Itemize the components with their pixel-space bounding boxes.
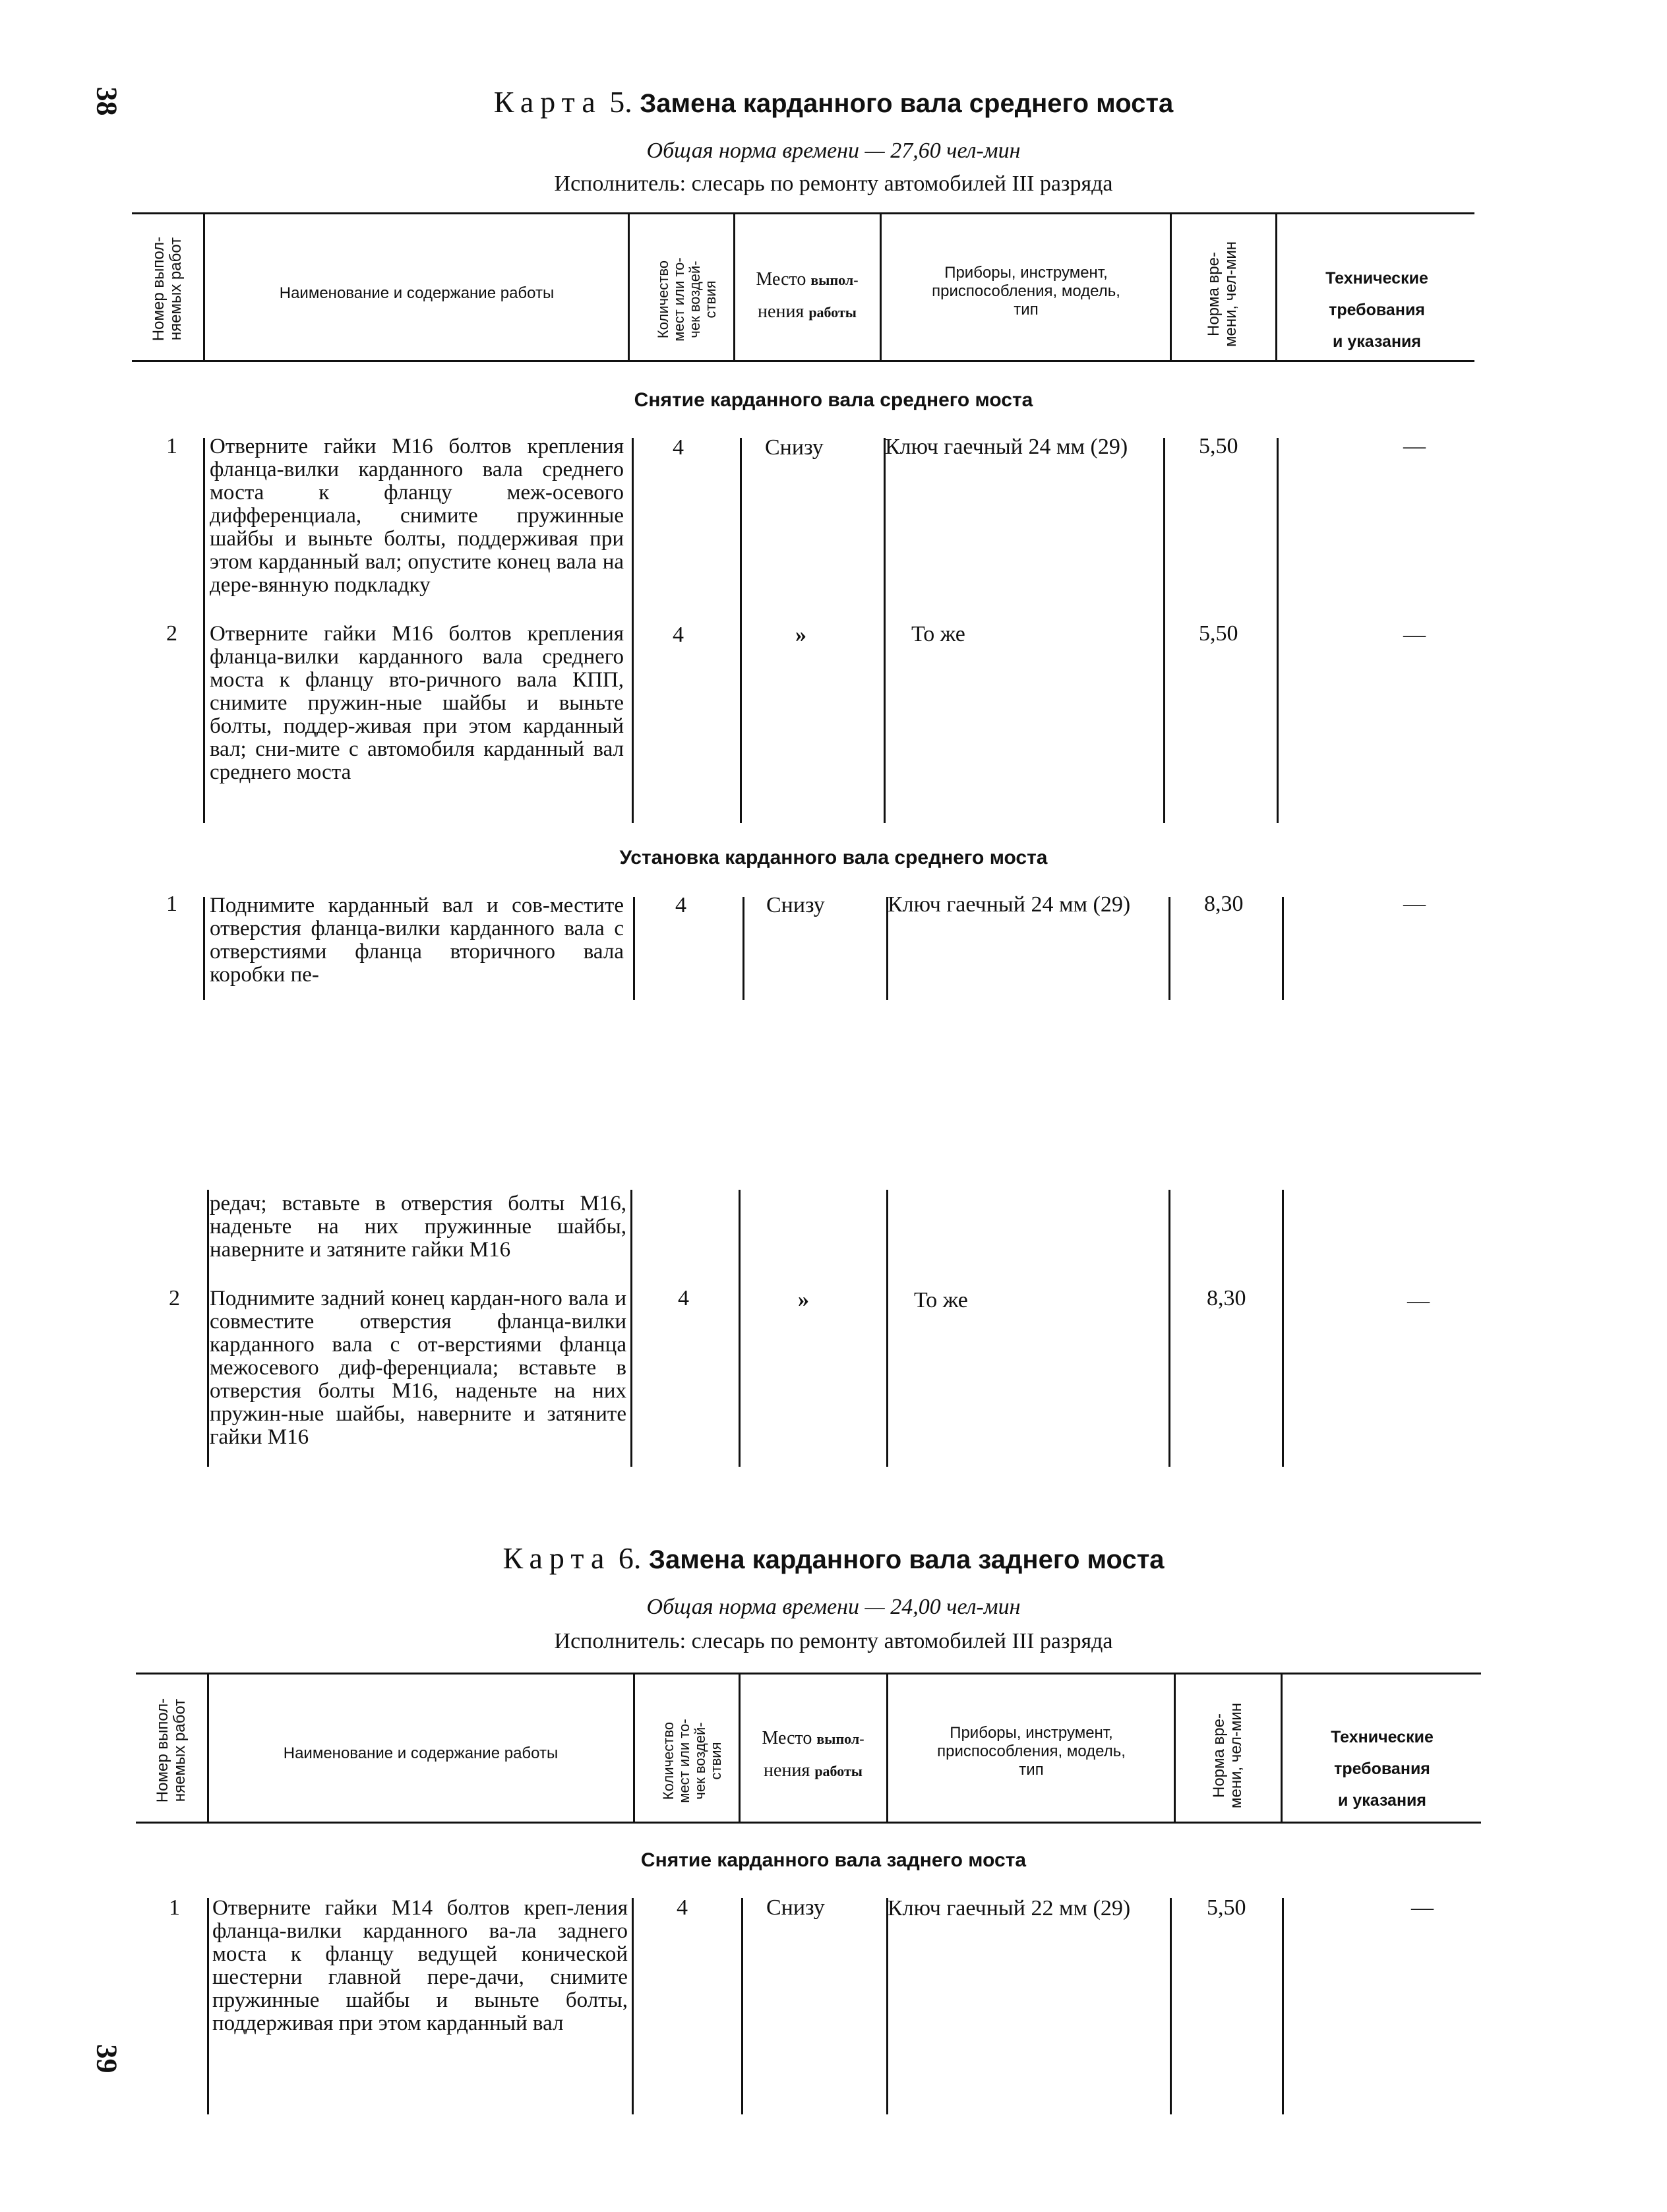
column-rule [1168, 1190, 1170, 1467]
column-rule [1168, 897, 1170, 1000]
row-norm: 5,50 [1207, 1895, 1246, 1920]
card5-header-divider [628, 212, 630, 360]
row-number: 1 [166, 434, 177, 458]
row-tool: Ключ гаечный 24 мм (29) [888, 892, 1131, 917]
card6-header-bottom-rule [136, 1822, 1481, 1824]
row-description: Поднимите карданный вал и сов-местите отверстия фланца-вилки карданного вала с отверстиями фланца вторичного вала коробки пе- [210, 894, 624, 987]
card6-header-divider [1174, 1673, 1176, 1822]
header-col-number: Номер выпол- няемых работ [154, 1698, 189, 1803]
row-norm: 8,30 [1207, 1286, 1246, 1310]
column-rule [886, 897, 888, 1000]
column-rule [633, 897, 635, 1000]
card5-title [0, 84, 1667, 119]
row-qty: 4 [673, 623, 684, 647]
header-col-norm: Норма вре- мени, чел-мин [1210, 1702, 1245, 1809]
card6-header-top-rule [136, 1673, 1481, 1674]
card6-norm: Общая норма времени — 24,00 чел-мин [646, 1595, 1021, 1619]
column-rule [741, 1898, 743, 2114]
row-tool: То же [911, 622, 965, 646]
header-col-name: Наименование и содержание работы [283, 1744, 559, 1762]
column-rule [743, 897, 744, 1000]
row-place: Снизу [766, 1895, 825, 1920]
column-rule [203, 897, 205, 1000]
row-requirement: — [1403, 434, 1426, 458]
column-rule [1277, 438, 1279, 823]
column-rule [630, 1190, 632, 1467]
card6-title-prefix: Карта [502, 1541, 611, 1575]
card5-executor: Исполнитель: слесарь по ремонту автомобилей III разряда [554, 171, 1113, 196]
row-norm: 5,50 [1199, 434, 1238, 458]
card5-norm: Общая норма времени — 27,60 чел-мин [646, 138, 1021, 163]
card5-header-divider [880, 212, 882, 360]
row-qty: 4 [675, 893, 686, 917]
header-col-qty: Количество мест или то- чек воздей- ствия [660, 1719, 724, 1803]
row-description: Поднимите задний конец кардан-ного вала и совместите отверстия фланца-вилки карданного вала с от-верстиями фланца межосевого диф-ференциала; вставьте в отверстия болты М16, наденьте на них пружин-ные шайбы, наверните и затяните гайки М16 [210, 1287, 626, 1449]
card6-title-text: Замена карданного вала заднего моста [648, 1545, 1165, 1574]
row-norm: 8,30 [1204, 892, 1244, 916]
column-rule [632, 438, 634, 823]
row-tool: Ключ гаечный 24 мм (29) [885, 435, 1128, 459]
header-col-place [735, 264, 880, 328]
row-place: Снизу [765, 435, 824, 460]
card6-header-divider [886, 1673, 888, 1822]
row-requirement: — [1411, 1895, 1434, 1920]
row-number: 2 [169, 1286, 180, 1310]
row-number: 1 [169, 1895, 180, 1920]
card5-title-text: Замена карданного вала среднего моста [640, 89, 1174, 118]
row-qty: 4 [678, 1286, 689, 1310]
page-number-bottom: 39 [90, 2044, 123, 2074]
card5-header-divider [203, 212, 205, 360]
row-number: 1 [166, 892, 177, 916]
header-col-qty: Количество мест или то- чек воздей- ствия [655, 257, 719, 342]
row-requirement: — [1407, 1289, 1430, 1313]
header-place-b: выпол- [816, 1731, 864, 1747]
header-col-requirements: Технические требования и указания [1325, 269, 1428, 351]
header-col-place [740, 1723, 886, 1787]
row-tool: То же [914, 1288, 968, 1312]
header-place-c: нения [758, 301, 804, 322]
row-description: Отверните гайки М16 болтов крепления фланца-вилки карданного вала среднего моста к фланцу меж-осевого дифференциала, снимите пружинные шайбы и выньте болты, поддерживая при этом карданный вал; опустите конец вала на дере-вянную подкладку [210, 435, 624, 597]
header-col-tools: Приборы, инструмент, приспособления, модель, тип [937, 1724, 1126, 1779]
card6-header-divider [1281, 1673, 1283, 1822]
row-place: » [798, 1287, 809, 1312]
column-rule [1282, 897, 1284, 1000]
column-rule [1163, 438, 1165, 823]
row-requirement: — [1403, 892, 1426, 916]
column-rule [886, 1898, 888, 2114]
column-rule [1282, 1898, 1284, 2114]
card5-header-divider [1275, 212, 1277, 360]
header-place-d: работы [814, 1763, 863, 1779]
card5-title-prefix: Карта [493, 85, 602, 119]
card5-header-divider [1170, 212, 1172, 360]
page-number-top: 38 [90, 86, 123, 116]
header-place-b: выпол- [810, 272, 859, 288]
header-place-a: Место [756, 269, 806, 290]
column-rule [884, 438, 886, 823]
row-description: Отверните гайки М16 болтов крепления фланца-вилки карданного вала среднего моста к фланцу вто-ричного вала КПП, снимите пружин-ные шайбы и выньте болты, поддер-живая при этом карданный вал; сни-мите с автомобиля карданный вал среднего моста [210, 622, 624, 784]
card5-section-install: Установка карданного вала среднего моста [619, 847, 1048, 869]
row-place: » [795, 623, 806, 647]
column-rule [203, 438, 205, 823]
column-rule [1282, 1190, 1284, 1467]
row-description-continued: редач; вставьте в отверстия болты М16, наденьте на них пружинные шайбы, наверните и затяните гайки М16 [210, 1192, 626, 1262]
row-tool: Ключ гаечный 22 мм (29) [888, 1896, 1131, 1920]
column-rule [739, 1190, 741, 1467]
card6-header-divider [633, 1673, 635, 1822]
card6-header-divider [207, 1673, 209, 1822]
card6-section-removal: Снятие карданного вала заднего моста [640, 1849, 1027, 1871]
header-place-a: Место [762, 1728, 812, 1748]
card6-title-number: 6. [618, 1541, 642, 1575]
row-qty: 4 [677, 1895, 688, 1920]
card5-header-top-rule [132, 212, 1474, 214]
header-place-d: работы [808, 304, 857, 321]
header-place-c: нения [764, 1760, 810, 1781]
column-rule [207, 1190, 209, 1467]
header-col-norm: Норма вре- мени, чел-мин [1205, 241, 1240, 348]
card5-header-bottom-rule [132, 360, 1474, 362]
column-rule [740, 438, 742, 823]
row-norm: 5,50 [1199, 621, 1238, 646]
column-rule [1170, 1898, 1172, 2114]
row-number: 2 [166, 621, 177, 646]
card5-title-number: 5. [609, 85, 632, 119]
column-rule [632, 1898, 634, 2114]
column-rule [207, 1898, 209, 2114]
row-qty: 4 [673, 435, 684, 460]
row-requirement: — [1403, 623, 1426, 647]
card6-executor: Исполнитель: слесарь по ремонту автомобилей III разряда [554, 1629, 1113, 1653]
column-rule [886, 1190, 888, 1467]
header-col-number: Номер выпол- няемых работ [150, 236, 185, 342]
card6-title [0, 1541, 1667, 1576]
header-col-tools: Приборы, инструмент, приспособления, модель, тип [932, 264, 1120, 319]
header-col-name: Наименование и содержание работы [279, 284, 555, 302]
header-col-requirements: Технические требования и указания [1331, 1728, 1434, 1810]
row-place: Снизу [766, 893, 825, 917]
row-description: Отверните гайки М14 болтов креп-ления фланца-вилки карданного ва-ла заднего моста к фланцу ведущей конической шестерни главной пере-дачи, снимите пружинные шайбы и выньте болты, поддерживая при этом карданный вал [212, 1896, 628, 2035]
card5-section-removal: Снятие карданного вала среднего моста [634, 389, 1033, 411]
